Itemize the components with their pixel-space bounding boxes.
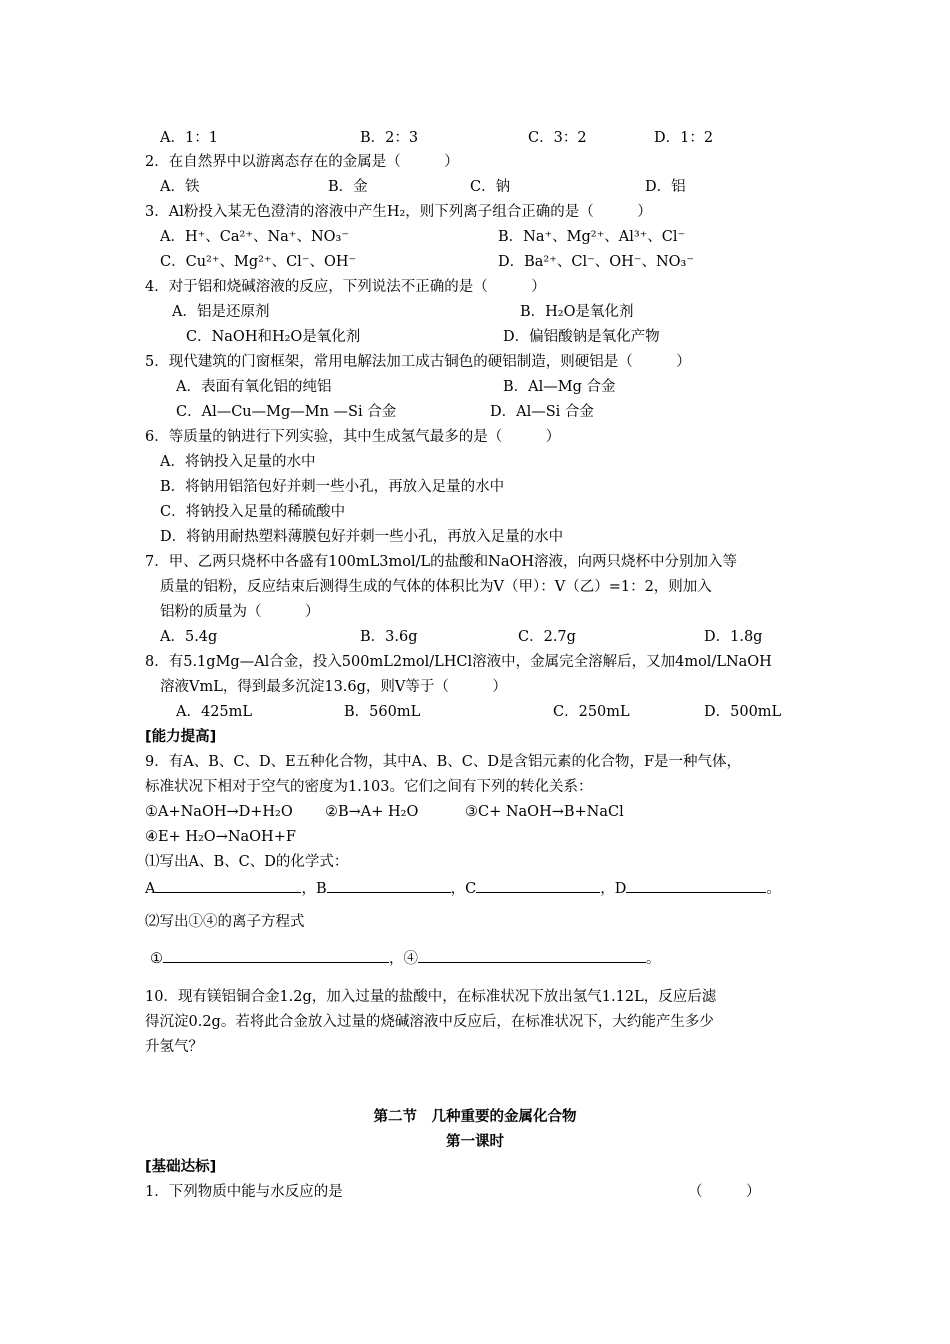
q4-option-b: B．H₂O是氧化剂 [520,304,634,320]
q1-option-b: B．2：3 [360,130,419,146]
q9-reaction-1: ①A+NaOH→D+H₂O [145,804,293,820]
q11-stem: 1．下列物质中能与水反应的是 [145,1184,343,1200]
q2-option-a: A．铁 [160,179,200,195]
q10-line-3: 升氢气？ [145,1039,203,1055]
lesson-subtitle: 第一课时 [446,1134,504,1150]
answer-blank-eq-4[interactable] [418,947,646,963]
chapter-title: 第二节 几种重要的金属化合物 [373,1109,577,1125]
q8-option-b: B．560mL [344,704,421,720]
q9-equation-answer-line [150,947,661,969]
q9-reaction-2: ②B→A+ H₂O [325,804,419,820]
q4-option-d: D．偏铝酸钠是氧化产物 [503,329,660,345]
q5-option-b: B．Al—Mg 合金 [503,379,616,395]
q5-option-d: D．Al—Si 合金 [490,404,594,420]
q1-option-a: A．1：1 [160,130,218,146]
q10-line-2: 得沉淀0.2g。若将此合金放入过量的烧碱溶液中反应后，在标准状况下，大约能产生多少 [145,1014,714,1030]
q4-option-a: A．铝是还原剂 [172,304,270,320]
label-eq-4: ，④ [389,951,418,967]
q3-option-b: B．Na⁺、Mg²⁺、Al³⁺、Cl⁻ [498,229,686,245]
q9-reaction-4: ④E+ H₂O→NaOH+F [145,829,296,845]
q5-stem: 5．现代建筑的门窗框架，常用电解法加工成古铜色的硬铝制造，则硬铝是（ ） [145,354,691,370]
q7-line-2: 质量的铝粉，反应结束后测得生成的气体的体积比为V（甲）：V（乙）=1：2，则加入 [160,579,712,595]
q2-option-b: B．金 [328,179,368,195]
q6-option-b: B．将钠用铝箔包好并刺一些小孔，再放入足量的水中 [160,479,505,495]
q8-option-d: D．500mL [704,704,782,720]
answer-blank-a[interactable] [155,877,301,893]
q3-option-d: D．Ba²⁺、Cl⁻、OH⁻、NO₃⁻ [498,254,695,270]
q4-option-c: C．NaOH和H₂O是氧化剂 [186,329,361,345]
section-heading-basic: [基础达标] [145,1159,217,1175]
label-c: ，C [450,881,477,897]
q6-option-d: D．将钠用耐热塑料薄膜包好并刺一些小孔，再放入足量的水中 [160,529,564,545]
q5-option-a: A．表面有氧化铝的纯铝 [176,379,332,395]
answer-blank-c[interactable] [476,877,600,893]
q5-option-c: C．Al—Cu—Mg—Mn —Si 合金 [176,404,397,420]
q9-reaction-3: ③C+ NaOH→B+NaCl [465,804,624,820]
q8-line-1: 8．有5.1gMg—Al合金，投入500mL2mol/LHCl溶液中，金属完全溶解后，又加4mol/LNaOH [145,654,772,670]
q10-line-1: 10．现有镁铝铜合金1.2g，加入过量的盐酸中，在标准状况下放出氢气1.12L，反应后滤 [145,989,717,1005]
q2-option-d: D．铝 [645,179,686,195]
q9-line-1: 9．有A、B、C、D、E五种化合物，其中A、B、C、D是含铝元素的化合物，F是一种气体， [145,754,742,770]
q2-option-c: C．钠 [470,179,511,195]
label-eq-1: ① [150,951,163,967]
q9-sub-question-1: ⑴写出A、B、C、D的化学式： [145,854,349,870]
q9-line-2: 标准状况下相对于空气的密度为1.103。它们之间有下列的转化关系： [145,779,593,795]
q8-option-a: A．425mL [176,704,253,720]
q3-option-a: A．H⁺、Ca²⁺、Na⁺、NO₃⁻ [160,229,350,245]
answer-blank-b[interactable] [327,877,451,893]
q7-option-a: A．5.4g [160,629,218,645]
end-mark: 。 [766,881,781,897]
label-d: ，D [600,881,627,897]
q9-sub-question-2: ⑵写出①④的离子方程式 [145,914,305,930]
q3-option-c: C．Cu²⁺、Mg²⁺、Cl⁻、OH⁻ [160,254,357,270]
label-a: A [145,881,156,897]
q7-option-c: C．2.7g [518,629,576,645]
q2-stem: 2．在自然界中以游离态存在的金属是（ ） [145,154,459,170]
q8-option-c: C．250mL [553,704,630,720]
q8-line-2: 溶液VmL，得到最多沉淀13.6g，则V等于（ ） [160,679,507,695]
answer-blank-eq-1[interactable] [163,947,389,963]
q1-option-c: C．3：2 [528,130,587,146]
q7-line-1: 7．甲、乙两只烧杯中各盛有100mL3mol/L的盐酸和NaOH溶液，向两只烧杯中分别加入等 [145,554,737,570]
q7-option-b: B．3.6g [360,629,418,645]
q6-option-c: C．将钠投入足量的稀硫酸中 [160,504,346,520]
answer-blank-d[interactable] [626,877,766,893]
q6-stem: 6．等质量的钠进行下列实验，其中生成氢气最多的是（ ） [145,429,561,445]
q7-line-3: 铝粉的质量为（ ） [160,604,320,620]
q6-option-a: A．将钠投入足量的水中 [160,454,316,470]
q4-stem: 4．对于铝和烧碱溶液的反应，下列说法不正确的是（ ） [145,279,546,295]
end-mark: 。 [646,951,661,967]
section-heading-advanced: [能力提高] [145,729,217,745]
q7-option-d: D．1.8g [704,629,763,645]
q1-option-d: D．1：2 [654,130,714,146]
q9-formula-answer-line [145,877,781,899]
q11-answer-paren: （ ） [688,1184,761,1200]
label-b: ，B [301,881,327,897]
q3-stem: 3．Al粉投入某无色澄清的溶液中产生H₂，则下列离子组合正确的是（ ） [145,204,652,220]
